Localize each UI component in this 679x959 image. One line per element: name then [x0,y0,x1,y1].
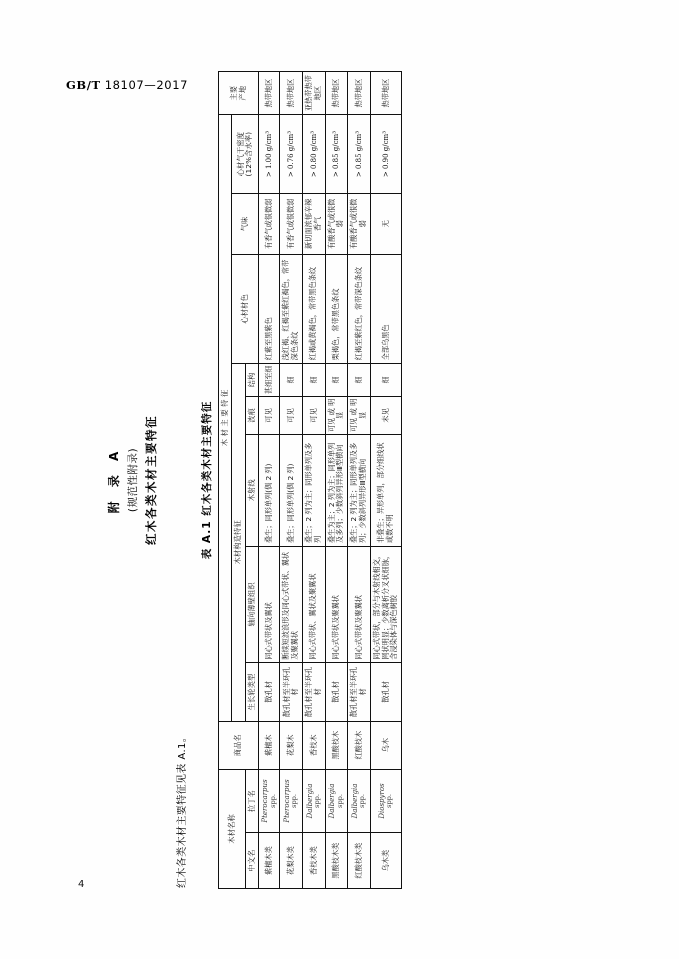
table-body [258,71,401,888]
cell-ripple_mark: 可见 或 明显 [347,396,370,434]
cell-density: > 1.00 g/cm³ [258,114,279,193]
cell-axial_parenchyma: 同心式带状、翼状及聚翼状 [302,546,325,663]
latin-genus: Dalbergia [350,783,359,818]
header-axial-parenchyma: 轴向薄壁组织 [245,546,258,663]
cell-odor: 有酸香气或很微弱 [347,193,370,254]
header-structure-group: 木材构造特征 [231,363,244,721]
header-texture: 结构 [245,363,258,396]
header-main-origin-line2: 产地 [237,85,247,101]
table-row [279,71,302,888]
latin-spp: spp. [384,793,393,808]
header-chinese-name: 中文名 [245,832,258,888]
header-ripple-mark: 波痕 [245,396,258,434]
cell-wood_ray: 叠生；2 列为主；同形单列及多列；少数斜列异形Ⅲ型横向 [347,434,370,546]
standard-code: GB/T [66,78,101,92]
wood-characteristics-table [218,71,402,889]
cell-wood_ray: 叠生；2 列为主；同形单列及多列 [302,434,325,546]
table-row [325,71,348,888]
cell-odor: 无 [370,193,401,254]
cell-heartwood_color: 红褐或黄褐色，常带黑色条纹 [302,254,325,363]
cell-heartwood_color: 浅红褐、红褐至紫红褐色，常带深色条纹 [279,254,302,363]
cell-growth_ring_type: 散孔材 [370,662,401,720]
cell-latin_name [258,769,279,832]
cell-latin_name [370,769,401,832]
cell-texture: 细 [325,363,348,396]
cell-latin_name [325,769,348,832]
cell-growth_ring_type: 散孔材至半环孔材 [279,662,302,720]
cell-axial_parenchyma: 同心式带状及翼状 [258,546,279,663]
cell-wood_ray: 叠生为主；2 列为主；同形单列及多列；少数斜列异形Ⅲ型横向 [325,434,348,546]
cell-trade_name: 花梨木 [279,721,302,769]
cell-wood_ray: 非叠生；异形单列，部分细线状或数不明 [370,434,401,546]
page-number: 4 [78,879,85,890]
cell-trade_name: 黑酸枝木 [325,721,348,769]
latin-genus: Pterocarpus [282,778,291,823]
header-wood-name-group: 木材名称 [218,769,245,888]
cell-axial_parenchyma: 同心式带状及聚翼状 [347,546,370,663]
cell-wood_ray: 叠生；同形单列(偶 2 列) [258,434,279,546]
appendix-heading: 附 录 A [106,446,121,513]
header-main-origin-line1: 主要 [228,85,238,101]
cell-odor: 有香气或很微弱 [279,193,302,254]
cell-axial_parenchyma: 断续短波浪形及同心式带状、翼状及聚翼状 [279,546,302,663]
cell-chinese_name: 乌木类 [370,832,401,888]
cell-trade_name: 紫檀木 [258,721,279,769]
cell-trade_name: 香枝木 [302,721,325,769]
cell-texture: 细 [347,363,370,396]
cell-ripple_mark: 可见 [279,396,302,434]
header-density [231,114,258,193]
cell-odor: 新切面浓郁辛辣香气 [302,193,325,254]
header-latin-name: 拉丁名 [245,769,258,832]
cell-ripple_mark: 可见 [302,396,325,434]
cell-main_origin: 热带地区 [325,71,348,114]
cell-latin_name [347,769,370,832]
cell-chinese_name: 花梨木类 [279,832,302,888]
cell-trade_name: 乌木 [370,721,401,769]
header-trade-name: 商品名 [218,721,258,769]
cell-growth_ring_type: 散孔材至半环孔材 [347,662,370,720]
table-row [302,71,325,888]
cell-density: > 0.85 g/cm³ [347,114,370,193]
cell-heartwood_color: 全部乌黑色 [370,254,401,363]
cell-latin_name [279,769,302,832]
table-row [370,71,401,888]
landscape-block [105,70,575,890]
latin-genus: Dalbergia [305,783,314,818]
cell-growth_ring_type: 散孔材至半环孔材 [302,662,325,720]
cell-ripple_mark: 可见 [258,396,279,434]
header-density-line2: (12%含水率) [243,131,253,176]
cell-heartwood_color: 栗褐色，常带黑色条纹 [325,254,348,363]
cell-texture: 甚细至细 [258,363,279,396]
header-density-line1: 心材气干密度 [235,131,245,176]
cell-density: > 0.90 g/cm³ [370,114,401,193]
header-wood-ray: 木射线 [245,434,258,546]
table-caption: 表 A.1 红木各类木材主要特征 [200,400,213,559]
cell-main_origin: 热带地区 [258,71,279,114]
cell-odor: 有香气或很微弱 [258,193,279,254]
cell-chinese_name: 香枝木类 [302,832,325,888]
header-row-1 [218,71,231,888]
cell-ripple_mark: 可见 或 明显 [325,396,348,434]
latin-spp: spp. [268,793,277,808]
cell-latin_name [302,769,325,832]
table-row [347,71,370,888]
cell-texture: 细 [302,363,325,396]
header-growth-ring-type: 生长轮类型 [245,662,258,720]
cell-texture: 细 [370,363,401,396]
cell-density: > 0.76 g/cm³ [279,114,302,193]
cell-heartwood_color: 红褐至紫红色，常带深色条纹 [347,254,370,363]
cell-trade_name: 红酸枝木 [347,721,370,769]
latin-genus: Dalbergia [327,783,336,818]
latin-spp: spp. [289,793,298,808]
header-heartwood-color: 心材材色 [231,254,258,363]
latin-spp: spp. [312,793,321,808]
cell-heartwood_color: 红紫至黑紫色 [258,254,279,363]
header-main-origin [218,71,258,114]
table-row [258,71,279,888]
cell-density: > 0.85 g/cm³ [325,114,348,193]
appendix-intro-text: 红木各类木材主要特征见表 A.1。 [176,731,188,888]
latin-spp: spp. [335,793,344,808]
cell-chinese_name: 紫檀木类 [258,832,279,888]
cell-wood_ray: 叠生；同形单列(偶 2 列) [279,434,302,546]
latin-genus: Diospyros [377,782,386,819]
cell-main_origin: 亚热带热带地区 [302,71,325,114]
cell-density: > 0.80 g/cm³ [302,114,325,193]
appendix-subheading: (规范性附录) [126,447,139,512]
cell-axial_parenchyma: 同心式带状及聚翼状 [325,546,348,663]
cell-growth_ring_type: 散孔材 [258,662,279,720]
cell-chinese_name: 黑酸枝木类 [325,832,348,888]
cell-growth_ring_type: 散孔材 [325,662,348,720]
cell-ripple_mark: 未见 [370,396,401,434]
standard-number: 18107—2017 [104,78,189,92]
cell-chinese_name: 红酸枝木类 [347,832,370,888]
table-header [218,71,258,888]
header-main-features-group: 木 材 主 要 特 征 [218,114,231,720]
cell-main_origin: 热带地区 [347,71,370,114]
header-odor: 气味 [231,193,258,254]
cell-texture: 细 [279,363,302,396]
cell-odor: 有酸香气或很微弱 [325,193,348,254]
appendix-title: 红木各类木材主要特征 [143,414,158,545]
cell-main_origin: 热带地区 [279,71,302,114]
cell-axial_parenchyma: 同心式带状，部分与木射线相交，网状明显；少数离析分叉状细脉，含浸染体与深色树胶 [370,546,401,663]
cell-main_origin: 热带地区 [370,71,401,114]
latin-spp: spp. [357,793,366,808]
latin-genus: Pterocarpus [260,778,269,823]
